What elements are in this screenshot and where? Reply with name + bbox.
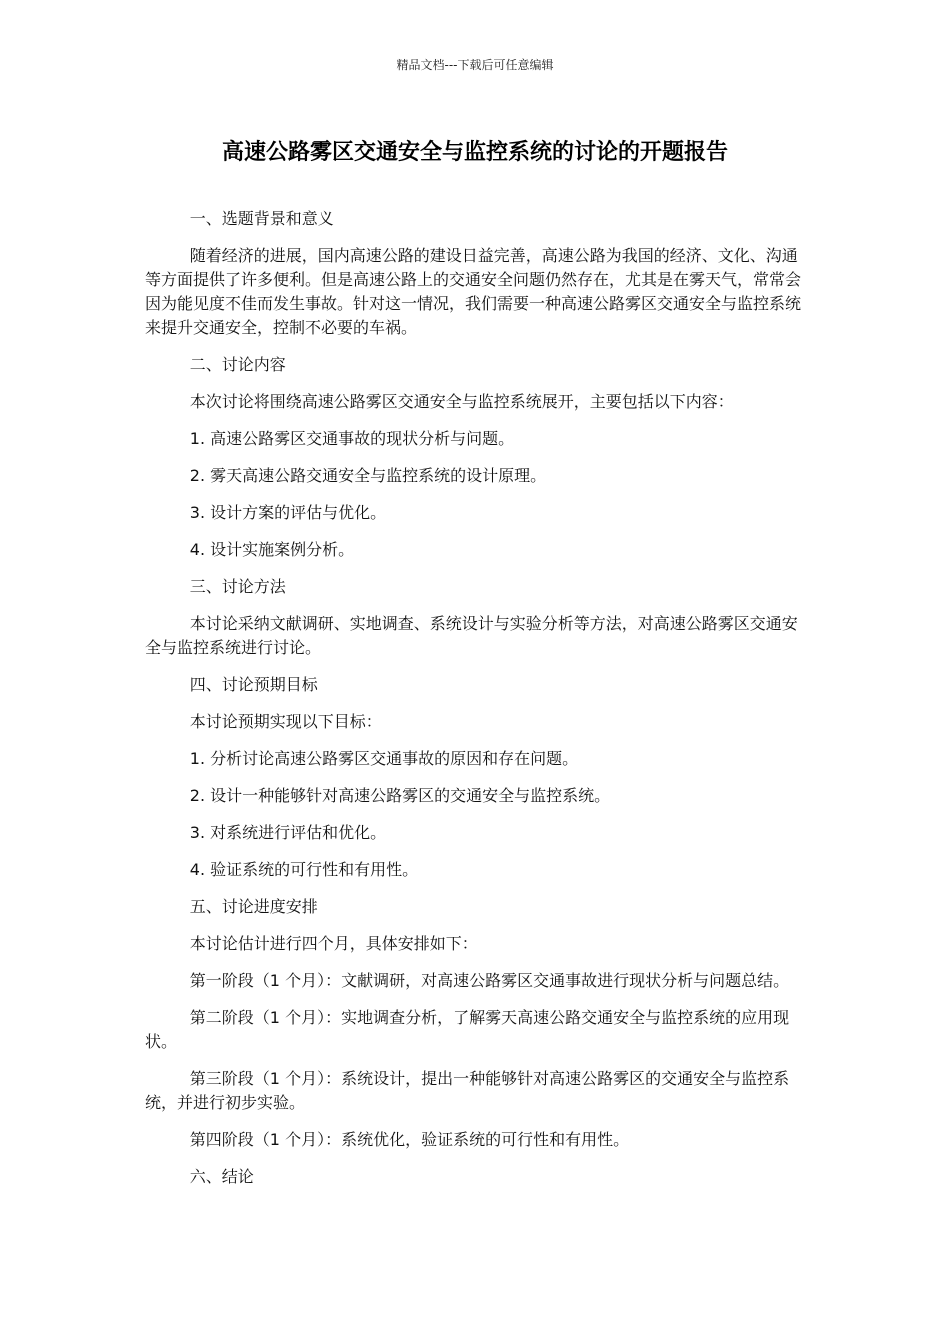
section-heading-background: 一、选题背景和意义 [189, 209, 334, 228]
list-item-goal-3: 3. 对系统进行评估和优化。 [189, 823, 387, 842]
document-body [145, 207, 810, 1202]
list-item-content-1: 1. 高速公路雾区交通事故的现状分析与问题。 [189, 429, 515, 448]
schedule-phase-4: 第四阶段（1 个月）：系统优化，验证系统的可行性和有用性。 [189, 1130, 630, 1149]
section-heading-conclusion: 六、结论 [189, 1167, 254, 1186]
list-item-goal-4: 4. 验证系统的可行性和有用性。 [189, 860, 419, 879]
paragraph-method: 本讨论采纳文献调研、实地调查、系统设计与实验分析等方法，对高速公路雾区交通安全与监控系统进行讨论。 [145, 614, 798, 657]
list-item-goal-1: 1. 分析讨论高速公路雾区交通事故的原因和存在问题。 [189, 749, 579, 768]
list-item-content-4: 4. 设计实施案例分析。 [189, 540, 355, 559]
schedule-phase-3: 第三阶段（1 个月）：系统设计，提出一种能够针对高速公路雾区的交通安全与监控系统，并进行初步实验。 [145, 1069, 790, 1112]
page-header: 精品文档---下载后可任意编辑 [396, 58, 554, 72]
list-item-content-2: 2. 雾天高速公路交通安全与监控系统的设计原理。 [189, 466, 547, 485]
section-heading-method: 三、讨论方法 [189, 577, 286, 596]
schedule-phase-1: 第一阶段（1 个月）：文献调研，对高速公路雾区交通事故进行现状分析与问题总结。 [189, 971, 790, 990]
list-item-content-3: 3. 设计方案的评估与优化。 [189, 503, 387, 522]
paragraph-schedule-intro: 本讨论估计进行四个月，具体安排如下： [189, 934, 478, 953]
section-heading-content: 二、讨论内容 [189, 355, 286, 374]
document-title: 高速公路雾区交通安全与监控系统的讨论的开题报告 [221, 140, 728, 165]
section-heading-schedule: 五、讨论进度安排 [189, 897, 318, 916]
section-heading-goals: 四、讨论预期目标 [189, 675, 318, 694]
paragraph-background: 随着经济的进展，国内高速公路的建设日益完善，高速公路为我国的经济、文化、沟通等方面提供了许多便利。但是高速公路上的交通安全问题仍然存在，尤其是在雾天气，常常会因为能见度不佳而发生事故。针对这一情况，我们需要一种高速公路雾区交通安全与监控系统来提升交通安全，控制不必要的车祸。 [145, 246, 802, 337]
schedule-phase-2: 第二阶段（1 个月）：实地调查分析，了解雾天高速公路交通安全与监控系统的应用现状。 [145, 1008, 790, 1051]
list-item-goal-2: 2. 设计一种能够针对高速公路雾区的交通安全与监控系统。 [189, 786, 611, 805]
paragraph-goals-intro: 本讨论预期实现以下目标： [189, 712, 382, 731]
paragraph-content-intro: 本次讨论将围绕高速公路雾区交通安全与监控系统展开，主要包括以下内容： [189, 392, 734, 411]
